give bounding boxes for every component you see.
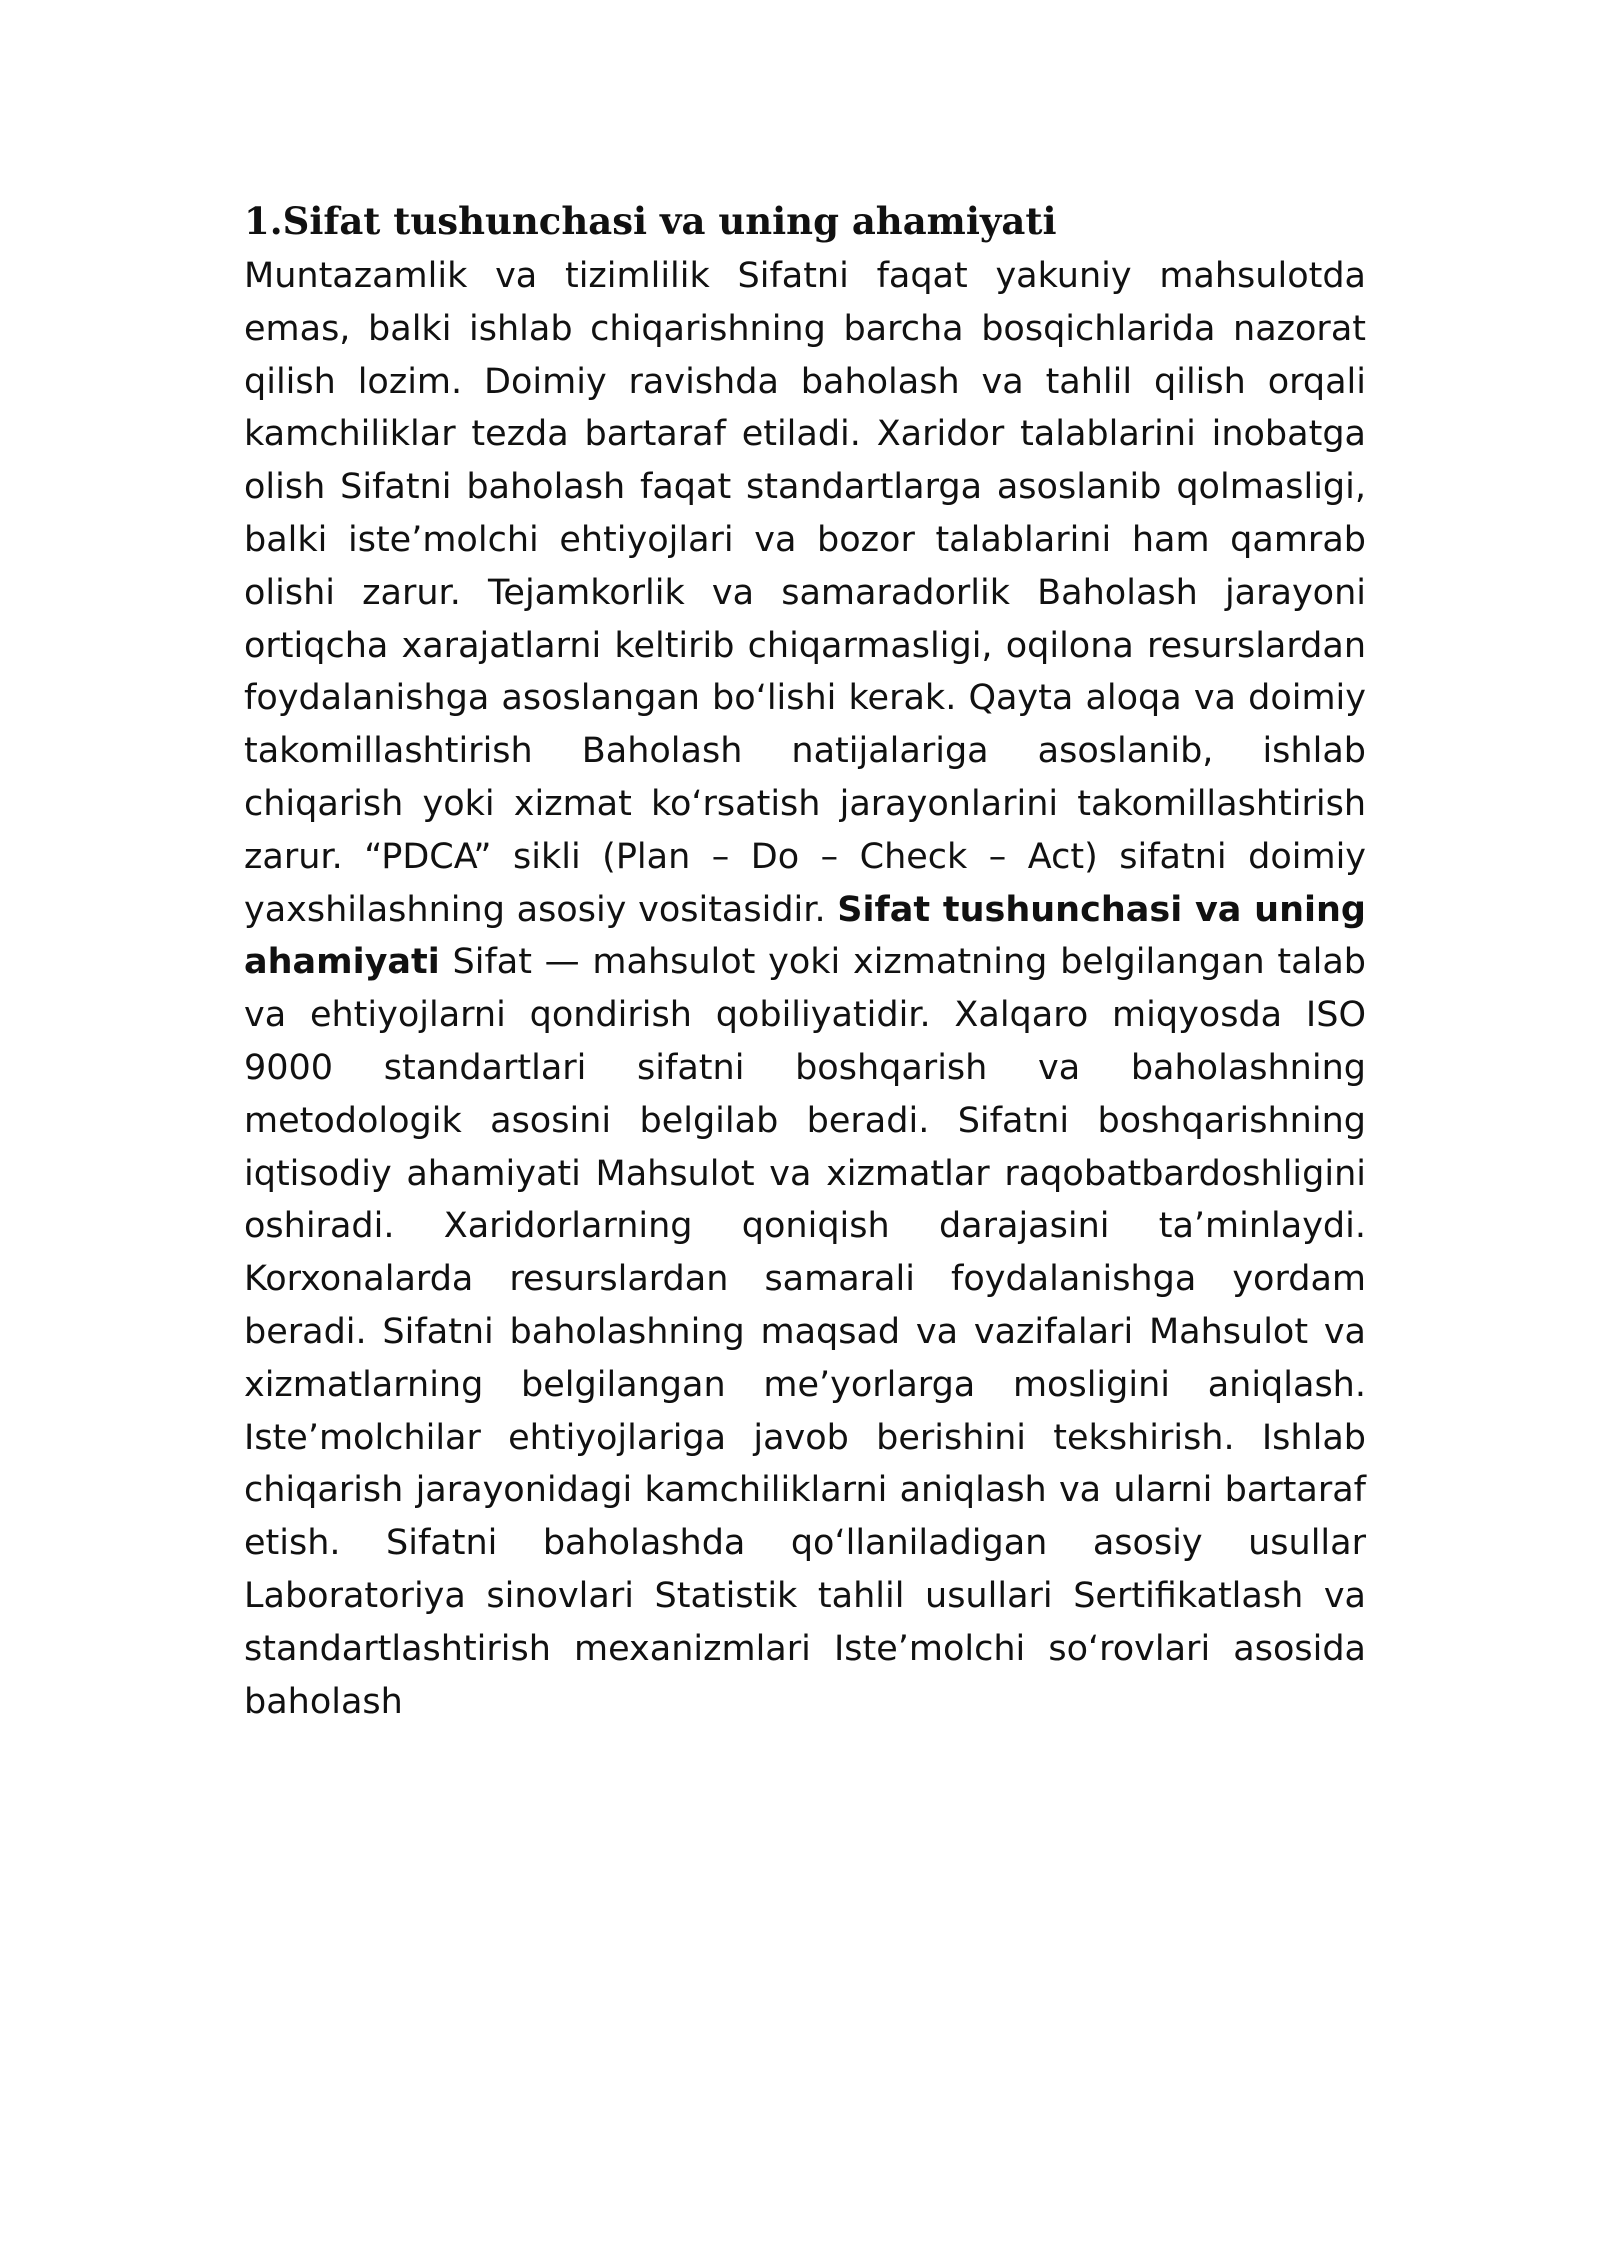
section-heading: 1.Sifat tushunchasi va uning ahamiyati bbox=[244, 199, 1057, 243]
inline-bold-heading: Sifat tushunchasi va uning ahamiyati bbox=[244, 889, 1366, 983]
body-paragraph bbox=[244, 250, 1366, 1728]
document-content bbox=[244, 196, 1366, 1728]
paragraph-text-part-1: Muntazamlik va tizimlilik Sifatni faqat yakuniy mahsulotda emas, balki ishlab chiqarishning barcha bosqichlarida nazorat qilish lozim. Doimiy ravishda baholash va tahlil qilish orqali kamchiliklar tezda bartaraf etiladi. Xaridor talablarini inobatga olish Sifatni baholash faqat standartlarga asoslanib qolmasligi, balki iste’molchi ehtiyojlari va bozor talablarini ham qamrab olishi zarur. Tejamkorlik va samaradorlik Baholash jarayoni ortiqcha xarajatlarni keltirib chiqarmasligi, oqilona resurslardan foydalanishga asoslangan bo‘lishi kerak. Qayta aloqa va doimiy takomillashtirish Baholash natijalariga asoslanib, ishlab chiqarish yoki xizmat ko‘rsatish jarayonlarini takomillashtirish zarur. “PDCA” sikli (Plan – Do – Check – Act) sifatni doimiy yaxshilashning asosiy vositasidir. bbox=[244, 256, 1366, 930]
paragraph-text-part-2: Sifat — mahsulot yoki xizmatning belgilangan talab va ehtiyojlarni qondirish qobiliyatidir. Xalqaro miqyosda ISO 9000 standartlari sifatni boshqarish va baholashning metodologik asosini belgilab beradi. Sifatni boshqarishning iqtisodiy ahamiyati Mahsulot va xizmatlar raqobatbardoshligini oshiradi. Xaridorlarning qoniqish darajasini ta’minlaydi. Korxonalarda resurslardan samarali foydalanishga yordam beradi. Sifatni baholashning maqsad va vazifalari Mahsulot va xizmatlarning belgilangan me’yorlarga mosligini aniqlash. Iste’molchilar ehtiyojlariga javob berishini tekshirish. Ishlab chiqarish jarayonidagi kamchiliklarni aniqlash va ularni bartaraf etish. Sifatni baholashda qo‘llaniladigan asosiy usullar Laboratoriya sinovlari Statistik tahlil usullari Sertifikatlash va standartlashtirish mexanizmlari Iste’molchi so‘rovlari asosida baholash bbox=[244, 942, 1366, 1722]
